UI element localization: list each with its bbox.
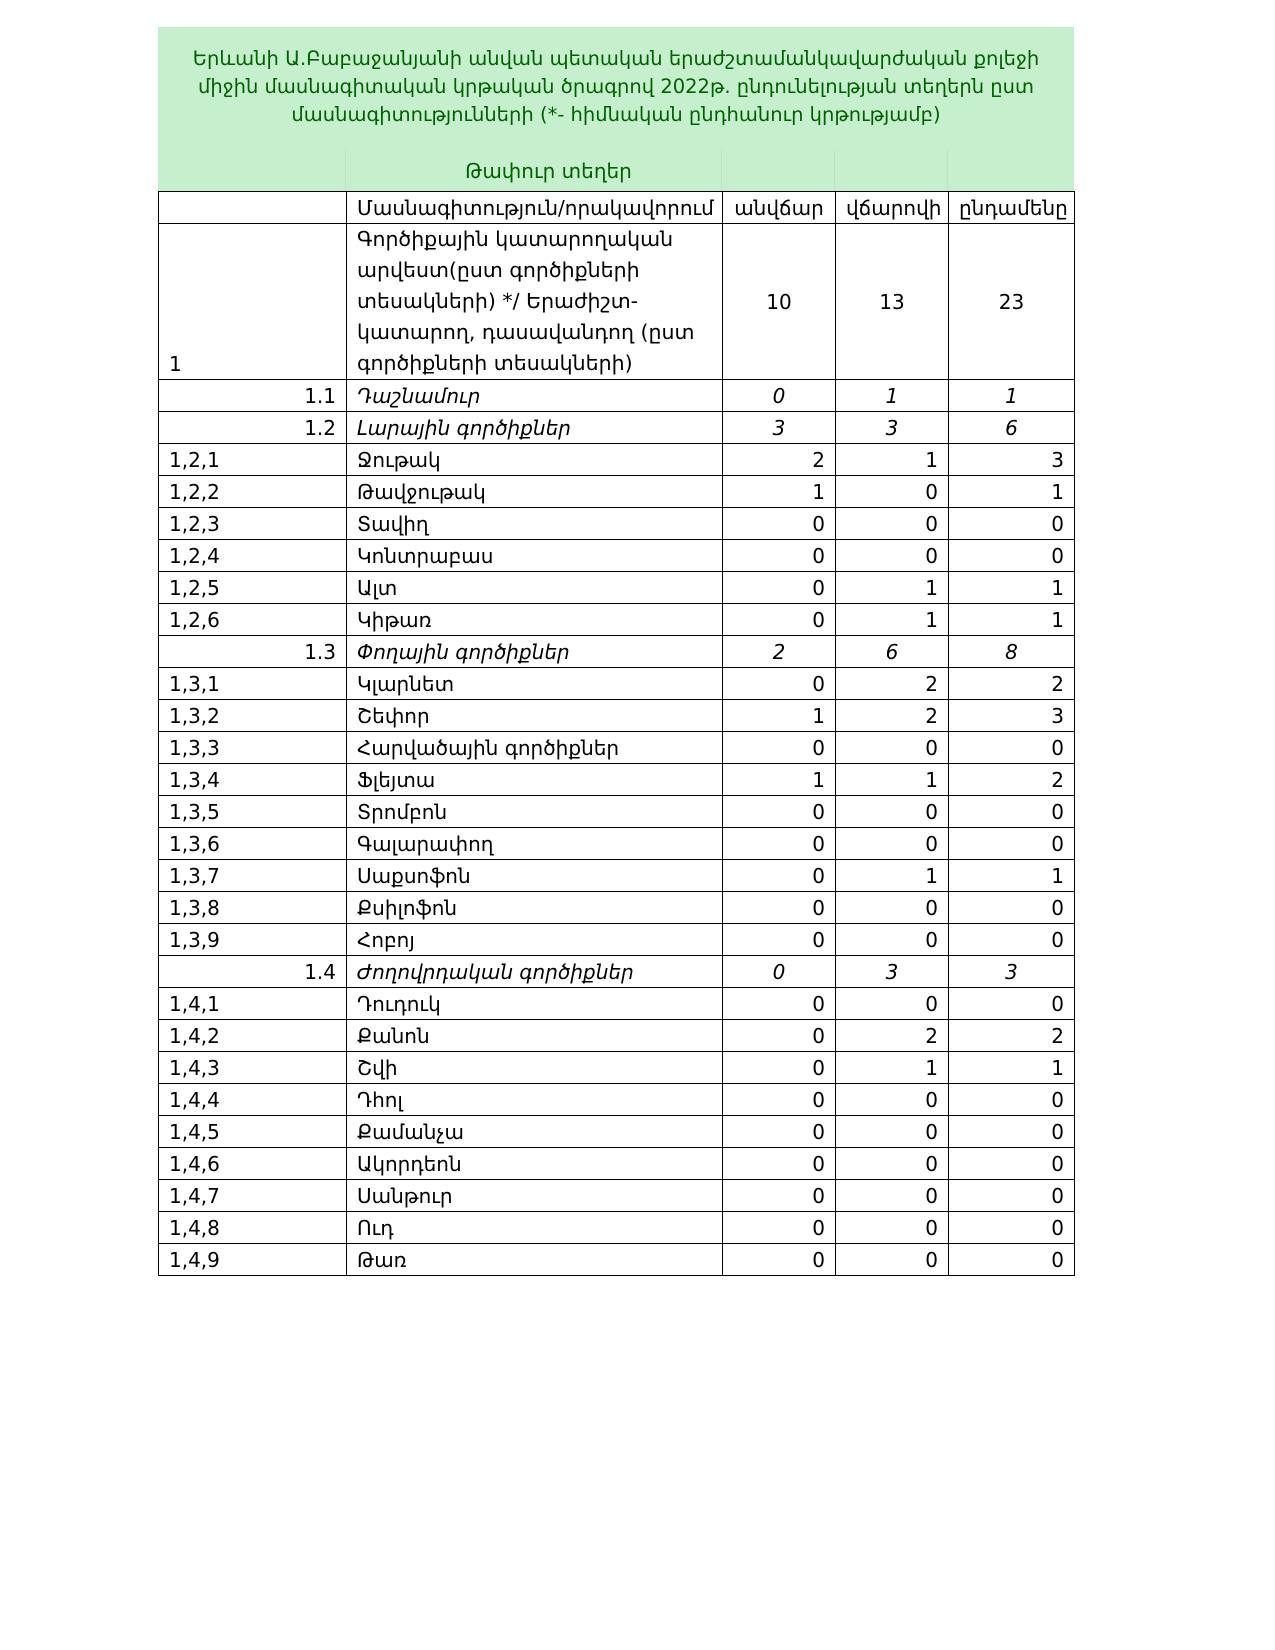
row-free: 0 xyxy=(723,796,836,828)
row-paid: 0 xyxy=(836,828,949,860)
column-header-free: անվճար xyxy=(723,192,836,224)
row-total: 2 xyxy=(949,764,1075,796)
instrument-row xyxy=(159,508,1075,540)
row-total: 1 xyxy=(949,476,1075,508)
row-code: 1,2,2 xyxy=(159,476,347,508)
row-name: Ակորդեոն xyxy=(347,1148,723,1180)
table-body xyxy=(159,192,1075,1276)
row-code: 1,3,7 xyxy=(159,860,347,892)
column-header-code xyxy=(159,192,347,224)
row-total: 6 xyxy=(949,412,1075,444)
instrument-group-row xyxy=(159,956,1075,988)
row-free: 0 xyxy=(723,508,836,540)
row-free: 0 xyxy=(723,668,836,700)
instrument-row xyxy=(159,1116,1075,1148)
row-free: 0 xyxy=(723,828,836,860)
row-paid: 0 xyxy=(836,1116,949,1148)
row-code: 1,2,5 xyxy=(159,572,347,604)
row-free: 0 xyxy=(723,1244,836,1276)
row-free: 0 xyxy=(723,604,836,636)
row-free: 3 xyxy=(723,412,836,444)
row-name: Քսիլոֆոն xyxy=(347,892,723,924)
row-free: 1 xyxy=(723,476,836,508)
row-paid: 1 xyxy=(836,380,949,412)
subheader-cell-empty xyxy=(158,150,346,191)
row-total: 3 xyxy=(949,444,1075,476)
instrument-row xyxy=(159,476,1075,508)
row-code: 1,4,7 xyxy=(159,1180,347,1212)
column-header-paid: վճարովի xyxy=(836,192,949,224)
row-paid: 0 xyxy=(836,1180,949,1212)
row-paid: 0 xyxy=(836,1148,949,1180)
row-paid: 2 xyxy=(836,668,949,700)
row-paid: 6 xyxy=(836,636,949,668)
column-header-specialty: Մասնագիտություն/որակավորում xyxy=(347,192,723,224)
row-total: 1 xyxy=(949,860,1075,892)
row-paid: 0 xyxy=(836,732,949,764)
row-code: 1,4,4 xyxy=(159,1084,347,1116)
row-code: 1,3,9 xyxy=(159,924,347,956)
row-total: 3 xyxy=(949,700,1075,732)
row-paid: 0 xyxy=(836,1212,949,1244)
row-code: 1,4,3 xyxy=(159,1052,347,1084)
row-code: 1,2,4 xyxy=(159,540,347,572)
row-code: 1.2 xyxy=(159,412,347,444)
instrument-row xyxy=(159,764,1075,796)
row-code: 1,3,4 xyxy=(159,764,347,796)
instrument-row xyxy=(159,604,1075,636)
row-code: 1,4,1 xyxy=(159,988,347,1020)
row-paid: 2 xyxy=(836,1020,949,1052)
instrument-row xyxy=(159,540,1075,572)
row-name: Քանոն xyxy=(347,1020,723,1052)
row-free: 0 xyxy=(723,860,836,892)
row-name: Լարային գործիքներ xyxy=(347,412,723,444)
row-total: 2 xyxy=(949,1020,1075,1052)
instrument-row xyxy=(159,924,1075,956)
instrument-row xyxy=(159,1052,1075,1084)
instrument-row xyxy=(159,892,1075,924)
row-name: Ֆլեյտա xyxy=(347,764,723,796)
row-paid: 3 xyxy=(836,956,949,988)
column-header-total: ընդամենը xyxy=(949,192,1075,224)
row-name: Փողային գործիքներ xyxy=(347,636,723,668)
subheader-cell-empty xyxy=(948,150,1074,191)
instrument-row xyxy=(159,1212,1075,1244)
row-free: 1 xyxy=(723,700,836,732)
row-free: 0 xyxy=(723,1212,836,1244)
row-total: 3 xyxy=(949,956,1075,988)
row-code: 1.1 xyxy=(159,380,347,412)
row-paid: 0 xyxy=(836,1244,949,1276)
row-name: Դուդուկ xyxy=(347,988,723,1020)
instrument-row xyxy=(159,1180,1075,1212)
row-name: Թավջութակ xyxy=(347,476,723,508)
row-paid: 0 xyxy=(836,924,949,956)
admission-table xyxy=(158,191,1075,1276)
row-code: 1,3,8 xyxy=(159,892,347,924)
row-name: Կոնտրաբաս xyxy=(347,540,723,572)
row-name: Ալտ xyxy=(347,572,723,604)
row-total: 0 xyxy=(949,1084,1075,1116)
instrument-row xyxy=(159,1020,1075,1052)
row-name: Կիթառ xyxy=(347,604,723,636)
row-total: 0 xyxy=(949,732,1075,764)
row-free: 1 xyxy=(723,764,836,796)
instrument-row xyxy=(159,700,1075,732)
row-name: Ուդ xyxy=(347,1212,723,1244)
row-name: Գալարափող xyxy=(347,828,723,860)
row-code: 1,3,3 xyxy=(159,732,347,764)
instrument-row xyxy=(159,1148,1075,1180)
row-name: Շվի xyxy=(347,1052,723,1084)
instrument-group-row xyxy=(159,380,1075,412)
row-paid: 2 xyxy=(836,700,949,732)
row-total: 0 xyxy=(949,892,1075,924)
row-total: 0 xyxy=(949,828,1075,860)
row-code: 1,4,9 xyxy=(159,1244,347,1276)
row-name: Շեփոր xyxy=(347,700,723,732)
row-total: 1 xyxy=(949,1052,1075,1084)
subheader-row xyxy=(158,150,1074,191)
row-free: 0 xyxy=(723,572,836,604)
row-code: 1,3,6 xyxy=(159,828,347,860)
row-free: 0 xyxy=(723,1116,836,1148)
row-name: Դաշնամուր xyxy=(347,380,723,412)
row-code: 1,4,8 xyxy=(159,1212,347,1244)
row-free: 0 xyxy=(723,1084,836,1116)
row-total: 0 xyxy=(949,1116,1075,1148)
row-paid: 0 xyxy=(836,476,949,508)
row-paid: 1 xyxy=(836,444,949,476)
instrument-row xyxy=(159,988,1075,1020)
row-paid: 0 xyxy=(836,892,949,924)
row-paid: 1 xyxy=(836,860,949,892)
column-header-row xyxy=(159,192,1075,224)
vacant-places-label: Թափուր տեղեր xyxy=(346,150,722,191)
row-total: 0 xyxy=(949,924,1075,956)
row-paid: 0 xyxy=(836,540,949,572)
row-name: Քամանչա xyxy=(347,1116,723,1148)
row-code: 1,2,1 xyxy=(159,444,347,476)
row-name: Ջութակ xyxy=(347,444,723,476)
subheader-cell-empty xyxy=(835,150,948,191)
row-total: 0 xyxy=(949,988,1075,1020)
row-total: 0 xyxy=(949,1148,1075,1180)
row-name: Տավիղ xyxy=(347,508,723,540)
row-code: 1,2,6 xyxy=(159,604,347,636)
row-name: Հոբոյ xyxy=(347,924,723,956)
row-total: 0 xyxy=(949,1244,1075,1276)
instrument-row xyxy=(159,860,1075,892)
row-paid: 1 xyxy=(836,764,949,796)
subheader-cell-empty xyxy=(722,150,835,191)
row-name: Դհոլ xyxy=(347,1084,723,1116)
row-name: Թառ xyxy=(347,1244,723,1276)
row-code: 1,4,6 xyxy=(159,1148,347,1180)
row-name: Սանթուր xyxy=(347,1180,723,1212)
row-total: 1 xyxy=(949,604,1075,636)
row-code: 1,3,5 xyxy=(159,796,347,828)
row-free: 0 xyxy=(723,1180,836,1212)
row-free: 0 xyxy=(723,732,836,764)
row-free: 0 xyxy=(723,988,836,1020)
row-free: 0 xyxy=(723,540,836,572)
instrument-row xyxy=(159,444,1075,476)
row-free: 0 xyxy=(723,1148,836,1180)
row-name: Տրոմբոն xyxy=(347,796,723,828)
row-total: 1 xyxy=(949,572,1075,604)
row-paid: 0 xyxy=(836,796,949,828)
row-total: 8 xyxy=(949,636,1075,668)
main-code: 1 xyxy=(159,224,347,380)
row-code: 1,2,3 xyxy=(159,508,347,540)
instrument-row xyxy=(159,828,1075,860)
instrument-group-row xyxy=(159,636,1075,668)
main-total: 23 xyxy=(949,224,1075,380)
row-total: 0 xyxy=(949,796,1075,828)
row-code: 1,3,1 xyxy=(159,668,347,700)
row-name: Ժողովրդական գործիքներ xyxy=(347,956,723,988)
row-paid: 0 xyxy=(836,1084,949,1116)
row-free: 2 xyxy=(723,444,836,476)
instrument-row xyxy=(159,572,1075,604)
row-paid: 0 xyxy=(836,988,949,1020)
main-free: 10 xyxy=(723,224,836,380)
row-total: 2 xyxy=(949,668,1075,700)
row-free: 0 xyxy=(723,924,836,956)
table-header-band xyxy=(158,27,1074,191)
row-free: 0 xyxy=(723,956,836,988)
instrument-group-row xyxy=(159,412,1075,444)
main-specialty-row xyxy=(159,224,1075,380)
main-specialty-name: Գործիքային կատարողական արվեստ(ըստ գործիքների տեսակների) */ Երաժիշտ-կատարող, դասավանդող (ըստ գործիքների տեսակների) xyxy=(347,224,723,380)
row-total: 0 xyxy=(949,508,1075,540)
row-name: Հարվածային գործիքներ xyxy=(347,732,723,764)
row-paid: 1 xyxy=(836,1052,949,1084)
row-free: 0 xyxy=(723,892,836,924)
admission-table-sheet xyxy=(158,27,1074,1276)
row-code: 1.3 xyxy=(159,636,347,668)
row-code: 1,4,2 xyxy=(159,1020,347,1052)
row-name: Կլարնետ xyxy=(347,668,723,700)
instrument-row xyxy=(159,796,1075,828)
table-title: Երևանի Ա.Բաբաջանյանի անվան պետական երաժշտամանկավարժական քոլեջի միջին մասնագիտական կրթական ծրագրով 2022թ. ընդունելության տեղերն ըստ մասնագիտությունների (*- հիմնական ընդհանուր կրթությամբ) xyxy=(192,47,1040,126)
row-total: 0 xyxy=(949,540,1075,572)
row-free: 0 xyxy=(723,1020,836,1052)
instrument-row xyxy=(159,1244,1075,1276)
row-paid: 0 xyxy=(836,508,949,540)
instrument-row xyxy=(159,1084,1075,1116)
row-code: 1,3,2 xyxy=(159,700,347,732)
instrument-row xyxy=(159,668,1075,700)
row-free: 0 xyxy=(723,1052,836,1084)
row-paid: 1 xyxy=(836,604,949,636)
row-code: 1,4,5 xyxy=(159,1116,347,1148)
row-free: 0 xyxy=(723,380,836,412)
row-paid: 1 xyxy=(836,572,949,604)
instrument-row xyxy=(159,732,1075,764)
row-total: 1 xyxy=(949,380,1075,412)
row-name: Սաքսոֆոն xyxy=(347,860,723,892)
row-total: 0 xyxy=(949,1180,1075,1212)
row-paid: 3 xyxy=(836,412,949,444)
main-paid: 13 xyxy=(836,224,949,380)
row-total: 0 xyxy=(949,1212,1075,1244)
row-free: 2 xyxy=(723,636,836,668)
row-code: 1.4 xyxy=(159,956,347,988)
